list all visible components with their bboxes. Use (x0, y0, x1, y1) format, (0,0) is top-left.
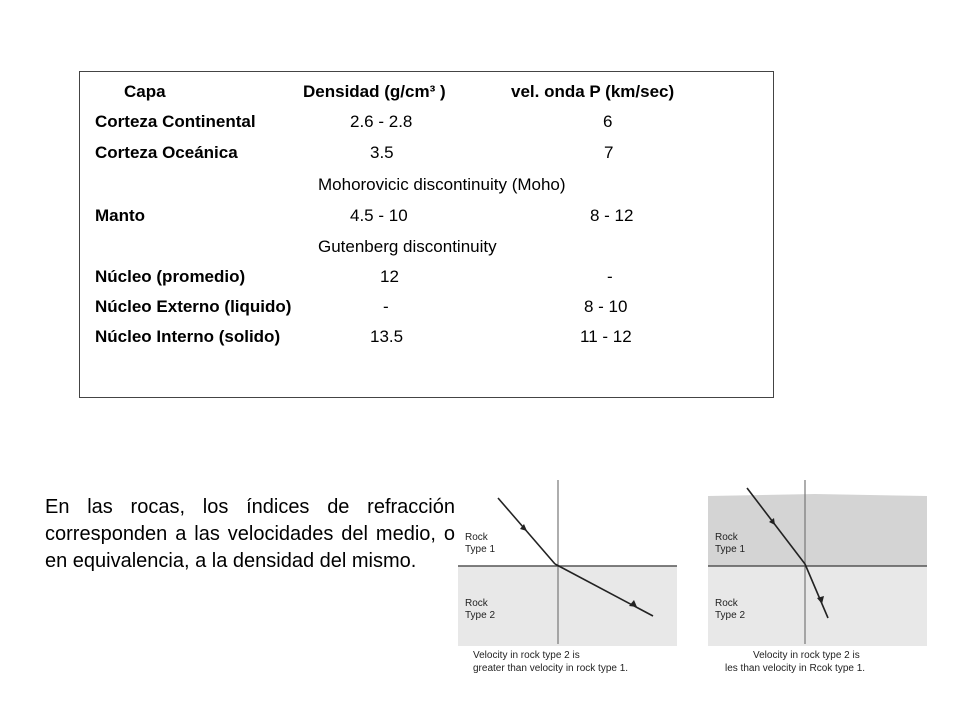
diagram-caption: les than velocity in Rcok type 1. (725, 663, 866, 674)
row-name: Núcleo (promedio) (95, 267, 246, 286)
row-velocity: - (607, 267, 613, 286)
row-velocity: 6 (603, 112, 613, 131)
gutenberg-label: Gutenberg discontinuity (318, 237, 497, 256)
moho-label: Mohorovicic discontinuity (Moho) (318, 175, 566, 194)
row-density: 4.5 - 10 (350, 206, 408, 225)
rock2-label: Rock (465, 598, 488, 609)
rock1-label: Rock (465, 532, 488, 543)
row-name: Corteza Continental (95, 112, 256, 131)
row-name: Corteza Oceánica (95, 143, 238, 162)
rock2-label: Rock (715, 598, 738, 609)
rock-type-1-region (708, 494, 927, 566)
diagram-caption: Velocity in rock type 2 is (753, 650, 860, 661)
rock1-label: Type 1 (715, 544, 746, 555)
diagram-caption: greater than velocity in rock type 1. (473, 663, 629, 674)
diagram-caption: Velocity in rock type 2 is (473, 650, 580, 661)
row-velocity: 8 - 10 (584, 297, 628, 316)
refraction-diagram-slower (705, 478, 930, 678)
rock-type-2-region (708, 566, 927, 646)
rock2-label: Type 2 (465, 610, 496, 621)
row-name: Núcleo Externo (liquido) (95, 297, 292, 316)
row-velocity: 11 - 12 (580, 327, 632, 346)
row-name: Manto (95, 206, 146, 225)
row-density: - (383, 297, 389, 316)
refraction-diagram-faster (455, 478, 680, 678)
row-density: 12 (380, 267, 399, 286)
row-name: Núcleo Interno (solido) (95, 327, 281, 346)
rock-type-2-region (458, 566, 677, 646)
row-velocity: 7 (604, 143, 614, 162)
header-densidad: Densidad (g/cm³ ) (303, 82, 446, 101)
row-density: 2.6 - 2.8 (350, 112, 413, 131)
rock1-label: Type 1 (465, 544, 496, 555)
header-capa: Capa (124, 82, 166, 101)
refraction-paragraph: En las rocas, los índices de refracción corresponden a las velocidades del medio, o en equivalencia, a la densidad del mismo. (45, 496, 455, 572)
rock1-label: Rock (715, 532, 738, 543)
incident-ray (498, 498, 555, 564)
rock2-label: Type 2 (715, 610, 746, 621)
row-velocity: 8 - 12 (590, 206, 634, 225)
row-density: 13.5 (370, 327, 404, 346)
row-density: 3.5 (370, 143, 394, 162)
header-velocidad: vel. onda P (km/sec) (511, 82, 675, 101)
